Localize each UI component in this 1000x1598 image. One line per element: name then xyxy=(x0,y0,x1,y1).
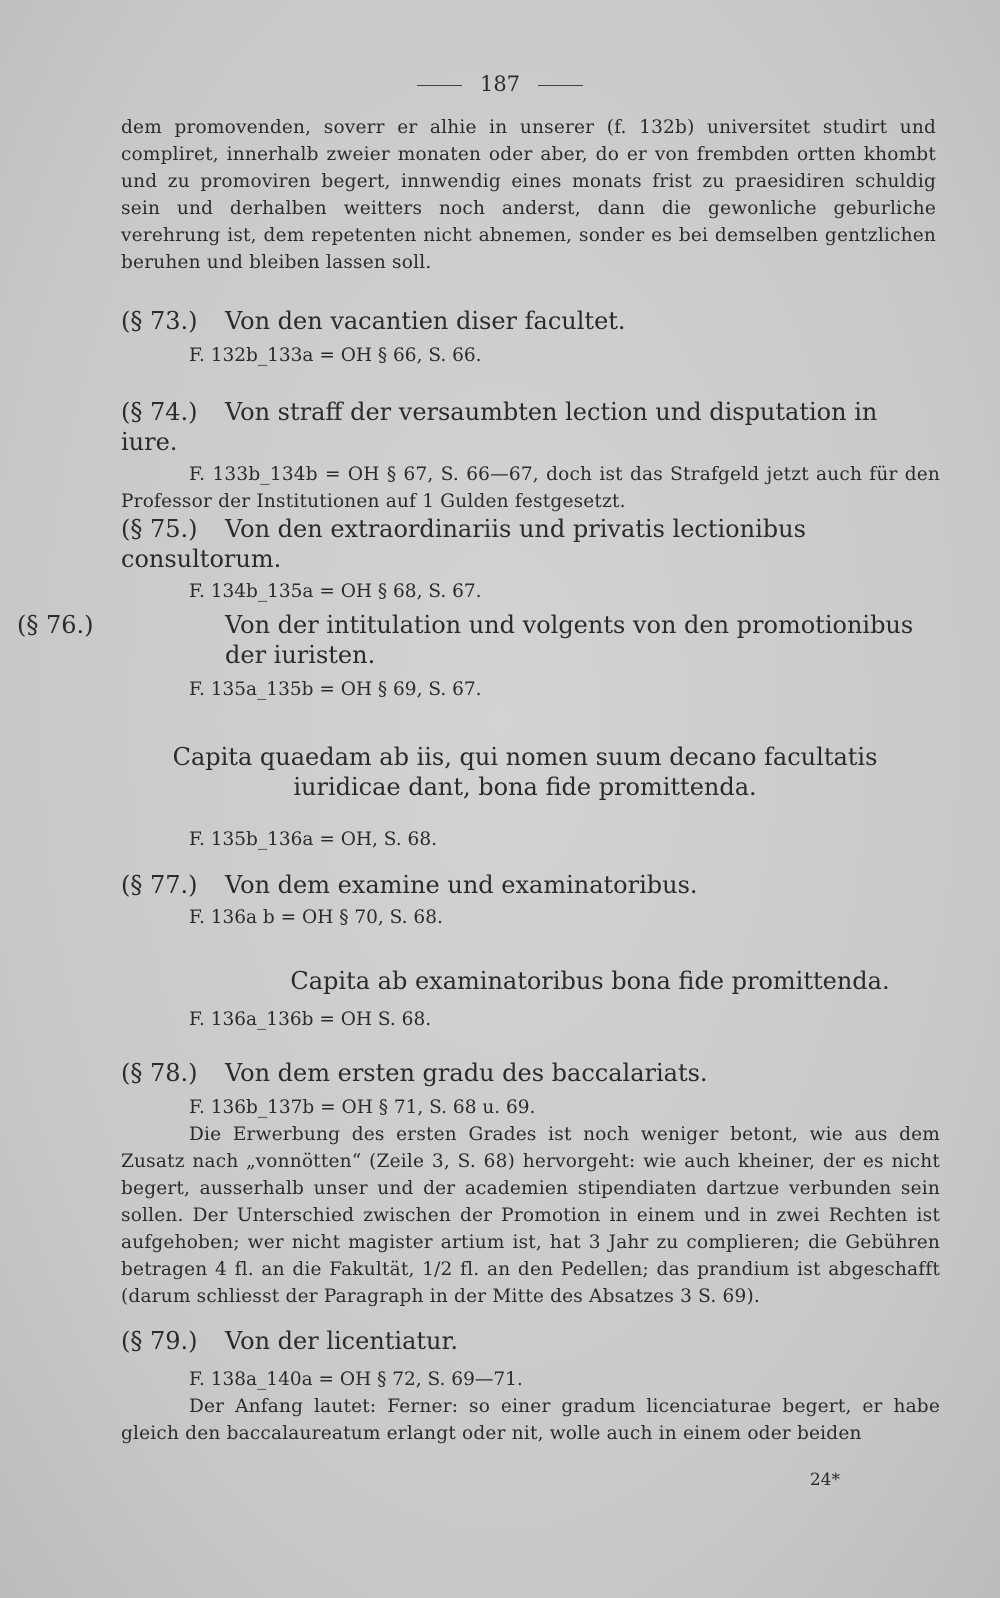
section-capita-quaedam xyxy=(140,742,910,802)
intro-block xyxy=(121,114,936,276)
section-number: (§ 77.) xyxy=(121,871,198,899)
section-reference: F. 135b_136a = OH, S. 68. xyxy=(189,829,437,850)
section-reference: F. 136a b = OH § 70, S. 68. xyxy=(189,907,443,928)
header-dash-left xyxy=(417,85,462,86)
page-header xyxy=(0,72,1000,96)
section-reference: F. 134b_135a = OH § 68, S. 67. xyxy=(189,581,482,602)
section-73 xyxy=(121,306,940,369)
header-dash-right xyxy=(538,85,583,86)
section-reference: F. 132b_133a = OH § 66, S. 66. xyxy=(189,345,482,366)
section-reference: F. 133b_134b = OH § 67, S. 66—67, doch ist das Strafgeld jetzt auch für den Professor der Institutionen auf 1 Gulden festgesetzt. xyxy=(121,464,940,512)
section-capita-quaedam-ref xyxy=(121,826,940,853)
page-number: 187 xyxy=(479,72,521,96)
section-reference: F. 136b_137b = OH § 71, S. 68 u. 69. xyxy=(189,1097,536,1118)
section-title: Von der intitulation und volgents von den promotionibus der iuristen. xyxy=(225,611,914,669)
section-title: Von dem ersten gradu des baccalariats. xyxy=(225,1059,708,1087)
signature-mark: 24* xyxy=(809,1470,840,1490)
section-capita-examinatoribus-ref xyxy=(121,1006,940,1033)
section-title: Von den extraordinariis und privatis lectionibus consultorum. xyxy=(121,515,806,573)
section-title: Von den vacantien diser facultet. xyxy=(225,307,626,335)
section-reference: F. 135a_135b = OH § 69, S. 67. xyxy=(189,679,482,700)
section-74 xyxy=(121,397,940,515)
section-number: (§ 76.) xyxy=(17,611,94,639)
section-77 xyxy=(121,870,940,931)
section-79 xyxy=(121,1326,940,1447)
section-number: (§ 73.) xyxy=(121,307,198,335)
section-note: Der Anfang lautet: Ferner: so einer gradum licenciaturae begert, er habe gleich den baccalaureatum erlangt oder nit, wolle auch in einem oder beiden xyxy=(121,1396,940,1444)
section-capita-examinatoribus xyxy=(140,966,910,996)
section-number: (§ 78.) xyxy=(121,1059,198,1087)
section-title: Capita ab examinatoribus bona fide promittenda. xyxy=(290,967,890,995)
section-number: (§ 74.) xyxy=(121,398,198,426)
section-78 xyxy=(121,1058,940,1310)
section-76 xyxy=(17,610,940,703)
intro-paragraph: dem promovenden, soverr er alhie in unserer (f. 132b) universitet studirt und compliret, innerhalb zweier monaten oder aber, do er von frembden ortten khombt und zu promoviren begert, innwendig eines monats frist zu praesidiren schuldig sein und derhalben weitters noch anderst, dann die gewonliche geburliche verehrung ist, dem repetenten nicht abnemen, sonder es bei demselben gentzlichen beruhen und bleiben lassen soll. xyxy=(121,117,936,273)
section-75 xyxy=(121,514,940,605)
section-note: Die Erwerbung des ersten Grades ist noch weniger betont, wie aus dem Zusatz nach „vonnötten“ (Zeile 3, S. 68) hervorgeht: wie auch kheiner, der es nicht begert, ausserhalb unser und der academien stipendiaten dartzue verbunden sein sollen. Der Unterschied zwischen der Promotion in einem und in zwei Rechten ist aufgehoben; wer nicht magister artium ist, hat 3 Jahr zu complieren; die Gebühren betragen 4 fl. an die Fakultät, 1/2 fl. an den Pedellen; das prandium ist abgeschafft (darum schliesst der Paragraph in der Mitte des Absatzes 3 S. 69). xyxy=(121,1124,940,1307)
section-title: Von der licentiatur. xyxy=(225,1327,458,1355)
section-reference: F. 136a_136b = OH S. 68. xyxy=(189,1009,432,1030)
section-title: Capita quaedam ab iis, qui nomen suum decano facultatis iuridicae dant, bona fide promittenda. xyxy=(172,743,878,801)
section-reference: F. 138a_140a = OH § 72, S. 69—71. xyxy=(189,1369,523,1390)
section-title: Von dem examine und examinatoribus. xyxy=(225,871,698,899)
section-number: (§ 79.) xyxy=(121,1327,198,1355)
section-title: Von straff der versaumbten lection und disputation in iure. xyxy=(121,398,878,456)
section-number: (§ 75.) xyxy=(121,515,198,543)
